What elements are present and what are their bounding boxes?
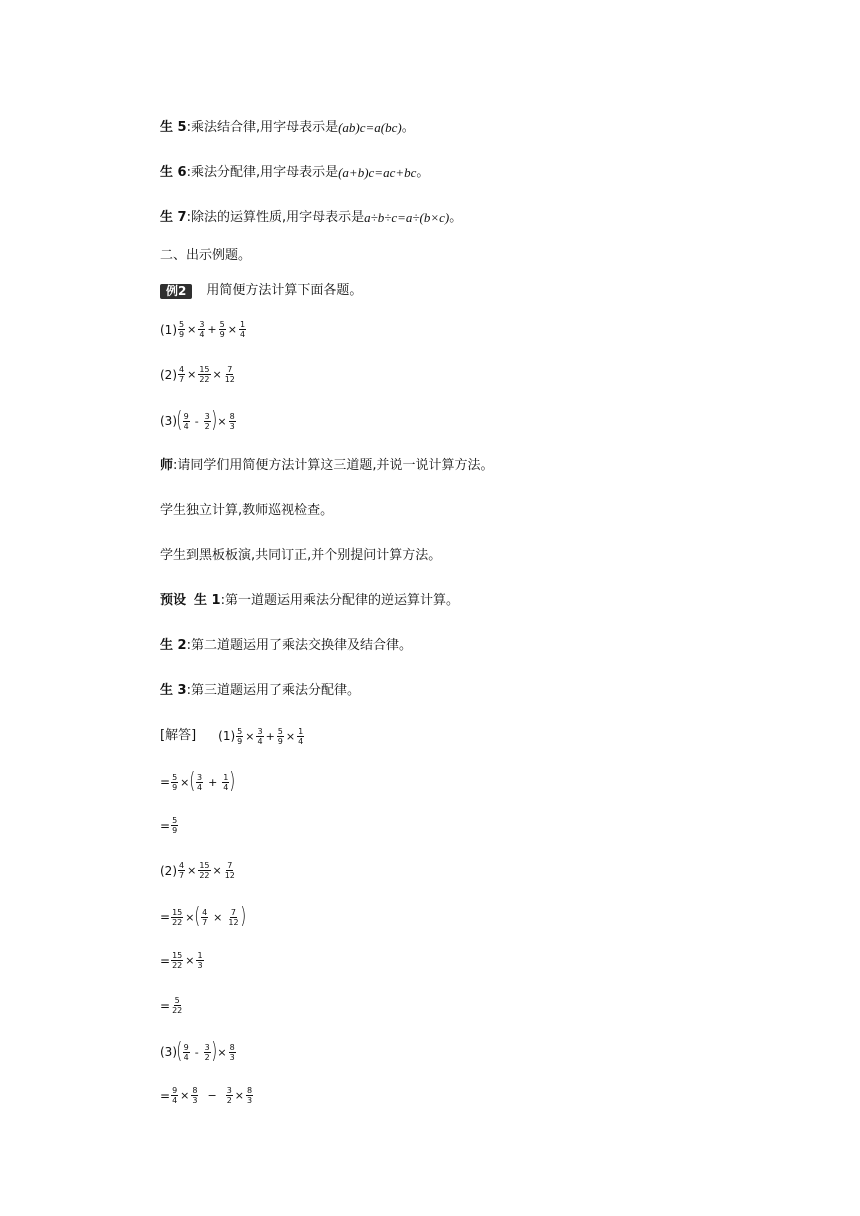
operator: × <box>234 1089 244 1102</box>
answer-line <box>160 726 305 746</box>
right-paren: ) <box>211 1039 218 1064</box>
line-student-2 <box>160 636 412 656</box>
example-text: 用简便方法计算下面各题。 <box>206 283 363 298</box>
solution-step <box>160 951 205 970</box>
numerator: 5 <box>172 772 178 782</box>
numerator: 4 <box>179 861 185 870</box>
section-text: 二、出示例题。 <box>160 248 252 263</box>
section-heading <box>160 246 251 266</box>
fraction <box>226 1086 233 1105</box>
left-paren: ( <box>189 769 196 794</box>
numerator: 9 <box>183 1042 189 1052</box>
solution-step <box>160 1041 237 1063</box>
denominator: 4 <box>183 1052 189 1062</box>
solution-step <box>160 861 237 880</box>
numerator: 5 <box>172 816 178 825</box>
operator: + <box>208 775 218 789</box>
operator: × <box>285 729 296 743</box>
fraction <box>171 773 178 792</box>
fraction <box>178 365 185 384</box>
fraction <box>256 727 263 746</box>
math-expression <box>160 365 237 384</box>
operator: × <box>217 1045 227 1059</box>
line-text: :第二道题运用了乘法交换律及结合律。 <box>186 638 412 653</box>
fraction <box>198 861 210 880</box>
fraction <box>171 908 183 927</box>
label: (1) <box>218 729 236 743</box>
left-paren: ( <box>176 408 183 433</box>
operator: - <box>194 1045 199 1059</box>
denominator: 7 <box>179 871 185 880</box>
numerator: 3 <box>204 411 210 421</box>
paragraph-text: 学生到黑板板演,共同订正,并个别提问计算方法。 <box>160 548 442 563</box>
operator: × <box>212 368 222 381</box>
equals: = <box>160 1088 171 1103</box>
denominator: 9 <box>237 736 243 746</box>
numerator: 1 <box>239 320 246 329</box>
speaker: 生 7 <box>160 210 187 225</box>
speaker: 生 6 <box>160 165 187 180</box>
denominator: 3 <box>229 421 235 431</box>
denominator: 22 <box>172 917 183 927</box>
solution-step <box>160 771 235 793</box>
denominator: 3 <box>247 1096 253 1105</box>
math-expression <box>160 771 235 793</box>
denominator: 4 <box>298 736 304 746</box>
numerator: 3 <box>257 726 263 736</box>
solution-step <box>160 906 245 928</box>
label: (1) <box>160 322 177 337</box>
label: (2) <box>160 863 177 878</box>
operator: × <box>185 954 195 967</box>
fraction <box>171 996 183 1015</box>
numerator: 1 <box>197 951 203 960</box>
line-student-6 <box>160 163 429 183</box>
fraction <box>178 861 185 880</box>
denominator: 3 <box>197 961 203 970</box>
fraction <box>198 365 210 384</box>
solution-step <box>160 1086 254 1105</box>
equals: = <box>160 998 171 1013</box>
example-line <box>160 281 362 301</box>
question-3 <box>160 410 237 432</box>
math-expression <box>160 1086 254 1105</box>
line-student-7 <box>160 208 462 228</box>
denominator: 12 <box>224 375 235 384</box>
equals: = <box>160 953 171 968</box>
numerator: 5 <box>237 726 243 736</box>
denominator: 22 <box>199 871 210 880</box>
denominator: 2 <box>226 1096 232 1105</box>
paragraph <box>160 546 441 566</box>
fraction <box>204 412 211 431</box>
formula: (ab)c=a(bc) <box>338 120 402 135</box>
fraction <box>171 1086 178 1105</box>
math-expression <box>160 816 179 835</box>
denominator: 7 <box>202 917 208 927</box>
denominator: 4 <box>239 330 246 339</box>
label: (2) <box>160 367 177 382</box>
denominator: 3 <box>229 1052 235 1062</box>
punct: 。 <box>401 120 415 135</box>
fraction <box>224 365 236 384</box>
operator: × <box>212 864 222 877</box>
paragraph <box>160 501 333 521</box>
numerator: 5 <box>174 996 180 1005</box>
question-1 <box>160 320 247 339</box>
speaker: 生 2 <box>160 638 187 653</box>
punct: 。 <box>416 165 430 180</box>
math-expression <box>160 861 237 880</box>
fraction <box>171 951 183 970</box>
preset-line <box>160 591 459 611</box>
denominator: 4 <box>183 421 189 431</box>
denominator: 4 <box>199 330 205 339</box>
label: (3) <box>160 414 177 428</box>
numerator: 15 <box>199 365 210 374</box>
speaker: 生 3 <box>160 683 187 698</box>
line-text: :乘法分配律,用字母表示是 <box>186 165 339 180</box>
numerator: 3 <box>196 772 203 782</box>
numerator: 15 <box>172 907 183 917</box>
fraction <box>201 908 208 927</box>
math-expression <box>160 996 184 1015</box>
line-student-5 <box>160 118 415 138</box>
operator: + <box>207 323 217 336</box>
denominator: 7 <box>179 375 185 384</box>
numerator: 5 <box>277 726 283 736</box>
denominator: 9 <box>179 330 185 339</box>
speaker: 生 5 <box>160 120 187 135</box>
label: (3) <box>160 1045 177 1059</box>
fraction <box>171 816 178 835</box>
equals: = <box>160 818 171 833</box>
line-text: :第三道题运用了乘法分配律。 <box>186 683 360 698</box>
speaker: 师 <box>160 458 174 473</box>
denominator: 9 <box>219 330 225 339</box>
numerator: 3 <box>204 1042 210 1052</box>
denominator: 9 <box>172 782 178 792</box>
operator: × <box>187 323 197 336</box>
math-expression <box>218 727 305 746</box>
denominator: 12 <box>228 917 239 927</box>
fraction <box>229 1043 236 1062</box>
teacher-line <box>160 456 494 476</box>
fraction <box>183 412 190 431</box>
equals: = <box>160 910 171 924</box>
fraction <box>297 727 304 746</box>
fraction <box>219 320 226 339</box>
question-2 <box>160 365 237 384</box>
left-paren: ( <box>176 1039 183 1064</box>
line-text: :请同学们用简便方法计算这三道题,并说一说计算方法。 <box>173 458 494 473</box>
equals: = <box>160 775 171 789</box>
fraction <box>246 1086 253 1105</box>
fraction <box>183 1043 190 1062</box>
fraction <box>178 320 185 339</box>
fraction <box>204 1043 211 1062</box>
denominator: 2 <box>204 421 210 431</box>
denominator: 9 <box>172 826 178 835</box>
line-text: :除法的运算性质,用字母表示是 <box>186 210 365 225</box>
fraction <box>191 1086 198 1105</box>
left-paren: ( <box>194 904 201 929</box>
math-expression <box>160 1041 237 1063</box>
denominator: 4 <box>223 782 229 792</box>
preset-label: 预设 <box>160 593 187 608</box>
denominator: 22 <box>172 1006 183 1015</box>
numerator: 3 <box>226 1086 232 1095</box>
fraction <box>196 773 203 792</box>
denominator: 4 <box>172 1096 178 1105</box>
line-text: :第一道题运用乘法分配律的逆运算计算。 <box>220 593 459 608</box>
operator: × <box>227 323 237 336</box>
operator: + <box>265 729 275 743</box>
fraction <box>277 727 284 746</box>
punct: 。 <box>449 210 463 225</box>
math-expression <box>160 410 237 432</box>
numerator: 1 <box>298 726 304 736</box>
example-badge: 例2 <box>160 284 192 299</box>
operator: × <box>180 775 190 789</box>
denominator: 2 <box>204 1052 210 1062</box>
numerator: 4 <box>202 907 208 917</box>
numerator: 7 <box>227 861 233 870</box>
operator: × <box>187 864 197 877</box>
fraction <box>227 908 239 927</box>
math-expression <box>160 906 245 928</box>
line-student-3 <box>160 681 360 701</box>
right-paren: ) <box>229 769 236 794</box>
solution-step <box>160 996 184 1015</box>
fraction <box>196 951 203 970</box>
fraction <box>224 861 236 880</box>
formula: a÷b÷c=a÷(b×c) <box>364 210 450 225</box>
denominator: 22 <box>172 961 183 970</box>
numerator: 8 <box>229 411 235 421</box>
operator: × <box>217 414 227 428</box>
numerator: 4 <box>179 365 185 374</box>
numerator: 3 <box>199 320 205 329</box>
denominator: 3 <box>192 1096 198 1105</box>
numerator: 8 <box>247 1086 253 1095</box>
fraction <box>239 320 246 339</box>
fraction <box>229 412 236 431</box>
math-expression <box>160 320 247 339</box>
operator: × <box>187 368 197 381</box>
paragraph-text: 学生独立计算,教师巡视检查。 <box>160 503 334 518</box>
math-expression <box>160 951 205 970</box>
numerator: 15 <box>172 951 183 960</box>
denominator: 4 <box>196 782 203 792</box>
denominator: 22 <box>199 375 210 384</box>
formula: (a+b)c=ac+bc <box>338 165 417 180</box>
numerator: 8 <box>192 1086 198 1095</box>
numerator: 7 <box>227 365 233 374</box>
fraction <box>236 727 243 746</box>
numerator: 15 <box>199 861 210 870</box>
denominator: 9 <box>277 736 283 746</box>
fraction <box>198 320 205 339</box>
solution-step <box>160 816 179 835</box>
operator: × <box>185 910 195 924</box>
numerator: 5 <box>219 320 225 329</box>
numerator: 9 <box>183 411 189 421</box>
line-text: :乘法结合律,用字母表示是 <box>186 120 339 135</box>
denominator: 4 <box>257 736 263 746</box>
operator: × <box>213 910 223 924</box>
operator: × <box>245 729 255 743</box>
right-paren: ) <box>211 408 218 433</box>
denominator: 12 <box>224 871 235 880</box>
operator: - <box>194 414 199 428</box>
numerator: 1 <box>223 772 229 782</box>
speaker: 生 1 <box>194 593 221 608</box>
answer-label: [解答] <box>160 728 197 743</box>
numerator: 9 <box>172 1086 178 1095</box>
numerator: 7 <box>230 907 237 917</box>
numerator: 8 <box>229 1042 235 1052</box>
numerator: 5 <box>179 320 185 329</box>
operator: − <box>207 1089 217 1102</box>
operator: × <box>180 1089 190 1102</box>
right-paren: ) <box>239 904 246 929</box>
